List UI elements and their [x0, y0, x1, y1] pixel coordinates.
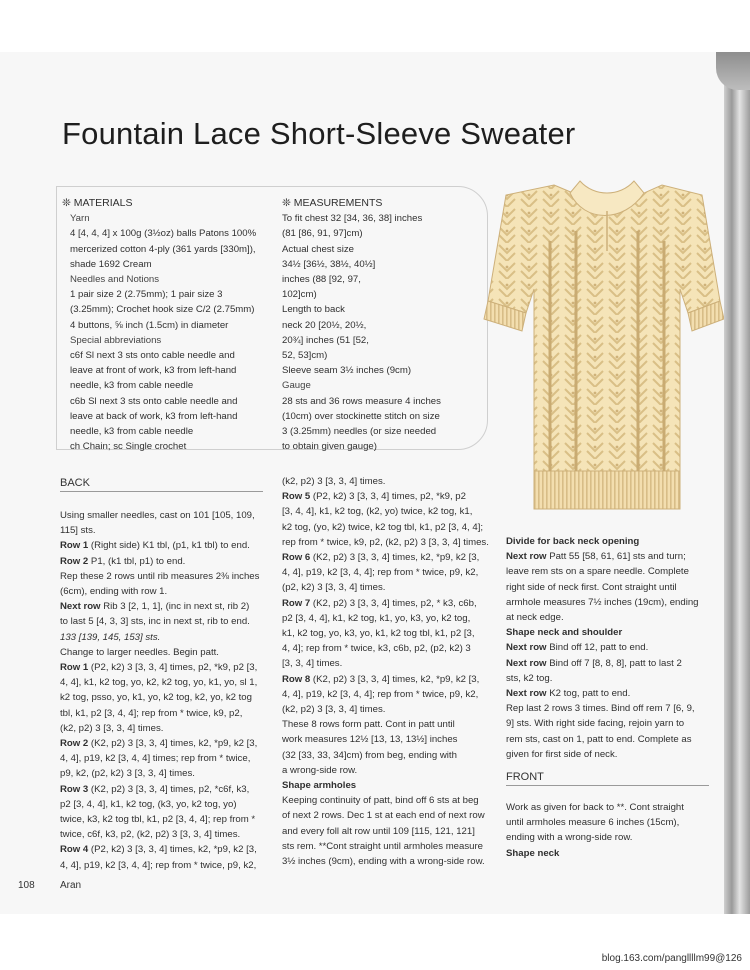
- front-column: [506, 800, 684, 861]
- instruction-line: 4, 4]; rep from * twice, k3, c6b, p2, (p2, k2) 3: [282, 643, 471, 655]
- gauge-details: [282, 394, 441, 455]
- instruction-label: Row 6: [282, 552, 311, 564]
- instruction-line: Row 5 (P2, k2) 3 [3, 3, 4] times, p2, *k9, p2: [282, 491, 466, 503]
- instruction-line: Rep last 2 rows 3 times. Bind off rem 7 [6, 9,: [506, 703, 695, 715]
- instruction-line: sts, k2 tog.: [506, 672, 553, 684]
- instruction-label: Divide for back neck opening: [506, 536, 640, 547]
- measurement-line: Sleeve seam 3½ inches (9cm): [282, 365, 412, 377]
- yarn-line: mercerized cotton 4-ply (361 yards [330m]),: [70, 243, 256, 255]
- instruction-line: Row 8 (K2, p2) 3 [3, 3, 4] times, k2, *p9, k2 [3,: [282, 673, 480, 685]
- instruction-line: Row 3 (K2, p2) 3 [3, 3, 4] times, p2, *c6f, k3,: [60, 783, 250, 795]
- instruction-line: 3½ inches (9cm), ending with a wrong-side row.: [282, 856, 485, 868]
- instruction-label: Row 3: [60, 783, 89, 795]
- instruction-line: (32 [33, 33, 34]cm) from beg, ending with: [282, 749, 457, 761]
- instruction-line: k2 tog, (yo, k2) twice, k2 tog tbl, k1, p2 [3, 4, 4];: [282, 521, 484, 533]
- instruction-count: 133 [139, 145, 153] sts.: [60, 631, 161, 643]
- instruction-line: Row 2 P1, (k1 tbl, p1) to end.: [60, 555, 186, 567]
- instruction-line: p2 [3, 4, 4], k1, k2 tog, (k3, yo, k2 tog, yo): [60, 798, 237, 810]
- materials-section: [62, 196, 256, 454]
- yarn-line: shade 1692 Cream: [70, 258, 152, 270]
- instruction-line: and every foll alt row until 109 [115, 121, 121]: [282, 825, 475, 837]
- instruction-label: Row 2: [60, 738, 89, 750]
- instruction-label: Next row: [506, 642, 547, 654]
- instruction-line: Row 7 (K2, p2) 3 [3, 3, 4] times, p2, * k3, c6b,: [282, 597, 477, 609]
- abbreviations-details: [70, 348, 256, 454]
- measurement-line: Actual chest size: [282, 243, 354, 255]
- abbreviations-heading: Special abbreviations: [70, 334, 162, 346]
- instruction-line: 4, 4], k1, k2 tog, yo, k2, k2 tog, yo, k1, yo, sl 1,: [60, 677, 258, 689]
- instruction-line: Using smaller needles, cast on 101 [105, 109,: [60, 510, 255, 521]
- instruction-line: p9, k2, (p2, k2) 3 [3, 3, 4] times.: [60, 768, 195, 780]
- instruction-label: Row 2: [60, 555, 89, 567]
- measurements-heading: ❊ MEASUREMENTS: [282, 197, 383, 209]
- instruction-label: Row 1: [60, 540, 89, 552]
- needles-line: (3.25mm); Crochet hook size C/2 (2.75mm): [70, 304, 255, 316]
- book-spine: [724, 52, 750, 914]
- instruction-line: 4, 4], p19, k2 [3, 4, 4]; rep from * twice, p9, k2,: [282, 567, 479, 579]
- materials-heading: ❊ MATERIALS: [62, 197, 133, 209]
- instruction-line: a wrong-side row.: [282, 764, 358, 776]
- instruction-line: rep from * twice, k9, p2, (k2, p2) 3 [3, 3, 4] times.: [282, 536, 489, 548]
- instruction-line: Next row Bind off 7 [8, 8, 8], patt to last 2: [506, 657, 682, 669]
- back-column-1: [60, 508, 259, 873]
- instruction-line: Next row K2 tog, patt to end.: [506, 688, 631, 700]
- instruction-line: Keeping continuity of patt, bind off 6 sts at beg: [282, 795, 479, 807]
- needles-line: 4 buttons, ⅝ inch (1.5cm) in diameter: [70, 319, 229, 331]
- instruction-line: leave rem sts on a spare needle. Complete: [506, 566, 689, 578]
- instruction-label: Next row: [506, 551, 547, 563]
- instruction-label: Next row: [506, 657, 547, 669]
- sweater-waist-rib: [534, 471, 680, 509]
- instruction-line: Row 1 (P2, k2) 3 [3, 3, 4] times, p2, *k9, p2 [3,: [60, 662, 258, 674]
- instruction-line: Work as given for back to **. Cont straight: [506, 802, 684, 813]
- instruction-label: Shape neck and shoulder: [506, 627, 623, 639]
- instruction-label: Row 8: [282, 673, 311, 685]
- abbreviation-line: c6f Sl next 3 sts onto cable needle and: [70, 350, 235, 362]
- gauge-line: 28 sts and 36 rows measure 4 inches: [282, 395, 441, 407]
- abbreviation-line: c6b Sl next 3 sts onto cable needle and: [70, 395, 238, 407]
- measurement-line: neck 20 [20½, 20½,: [282, 319, 367, 331]
- instruction-line: 4, 4], p19, k2 [3, 4, 4] times; rep from * twice,: [60, 753, 251, 765]
- instruction-line: (k2, p2) 3 [3, 3, 4] times.: [60, 722, 164, 734]
- instruction-line: 9] sts. With right side facing, rejoin yarn to: [506, 718, 685, 730]
- instruction-label: Row 4: [60, 844, 89, 856]
- measurements-details: [282, 211, 441, 378]
- instruction-line: tbl, k1, p2 [3, 4, 4]; rep from * twice, k9, p2,: [60, 707, 243, 719]
- instruction-line: (k2, p2) 3 [3, 3, 4] times.: [282, 704, 386, 716]
- back-column-2: [282, 474, 489, 869]
- instruction-line: given for first side of neck.: [506, 748, 618, 760]
- instruction-line: Next row Bind off 12, patt to end.: [506, 642, 649, 654]
- instruction-line: 4, 4], p19, k2 [3, 4, 4]; rep from * twice, p9, k2,: [60, 859, 257, 871]
- gauge-line: to obtain given gauge): [282, 441, 377, 453]
- instruction-line: These 8 rows form patt. Cont in patt until: [282, 719, 455, 731]
- instruction-label: Next row: [60, 601, 101, 613]
- instruction-line: twice, k3, k2 tog tbl, k1, p2 [3, 4, 4]; rep from *: [60, 814, 256, 826]
- instruction-line: at neck edge.: [506, 612, 564, 624]
- instruction-line: 115] sts.: [60, 525, 96, 537]
- instruction-label: Shape armholes: [282, 780, 357, 792]
- instruction-line: ending with a wrong-side row.: [506, 832, 633, 844]
- instruction-line: [506, 534, 699, 549]
- instruction-line: [60, 630, 259, 645]
- measurements-section: [282, 196, 441, 454]
- sweater-photo: [474, 171, 724, 531]
- instruction-line: right side of neck first. Cont straight until: [506, 581, 677, 593]
- yarn-details: [70, 226, 256, 272]
- gauge-heading: Gauge: [282, 380, 311, 392]
- instruction-line: k1, k2 tog, yo, k3, yo, k1, k2 tog tbl, k1, p2 [3,: [282, 628, 475, 640]
- abbreviation-line: ch Chain; sc Single crochet: [70, 441, 187, 453]
- needles-heading: Needles and Notions: [70, 274, 160, 286]
- instruction-line: to last 5 [4, 3, 3] sts, inc in next st, rib to end.: [60, 616, 250, 628]
- instruction-line: twice, c6f, k3, p2, (k2, p2) 3 [3, 3, 4] times.: [60, 829, 241, 841]
- instruction-line: Rep these 2 rows until rib measures 2⅜ inches: [60, 570, 260, 582]
- book-title: Aran: [60, 880, 82, 891]
- yarn-heading: Yarn: [70, 213, 90, 225]
- needles-line: 1 pair size 2 (2.75mm); 1 pair size 3: [70, 289, 223, 301]
- instruction-label: Next row: [506, 688, 547, 700]
- instruction-label: Row 1: [60, 662, 89, 674]
- measurement-line: 52, 53]cm): [282, 350, 328, 362]
- abbreviation-line: leave at front of work, k3 from left-hand: [70, 365, 237, 377]
- instruction-line: [506, 846, 684, 861]
- blog-watermark: blog.163.com/pangllllm99@126: [601, 953, 742, 964]
- gauge-line: (10cm) over stockinette stitch on size: [282, 410, 440, 422]
- page-number: 108: [18, 880, 35, 891]
- instruction-line: [3, 3, 4] times.: [282, 658, 343, 670]
- instruction-line: Row 1 (Right side) K1 tbl, (p1, k1 tbl) to end.: [60, 540, 250, 552]
- instruction-line: Next row Patt 55 [58, 61, 61] sts and turn;: [506, 551, 686, 563]
- instruction-line: sts rem. **Cont straight until armholes measure: [282, 840, 484, 852]
- front-heading: FRONT: [506, 771, 709, 786]
- abbreviation-line: needle, k3 from cable needle: [70, 380, 194, 392]
- instruction-line: work measures 12½ [13, 13, 13½] inches: [282, 734, 458, 746]
- needles-details: [70, 287, 256, 333]
- instruction-line: until armholes measure 6 inches (15cm),: [506, 817, 680, 829]
- instruction-line: Next row Rib 3 [2, 1, 1], (inc in next st, rib 2): [60, 601, 250, 613]
- instruction-label: Shape neck: [506, 847, 560, 859]
- instruction-label: Row 7: [282, 597, 311, 609]
- instruction-line: [506, 625, 699, 640]
- measurement-line: 102]cm): [282, 289, 317, 301]
- instruction-line: p2 [3, 4, 4], k1, k2 tog, k1, yo, k3, yo, k2 tog,: [282, 612, 471, 624]
- measurement-line: To fit chest 32 [34, 36, 38] inches: [282, 213, 423, 225]
- back-column-3: [506, 534, 699, 762]
- yarn-line: 4 [4, 4, 4] x 100g (3½oz) balls Patons 100%: [70, 228, 257, 240]
- measurement-line: inches (88 [92, 97,: [282, 274, 361, 286]
- instruction-line: (p2, k2) 3 [3, 3, 4] times.: [282, 582, 386, 594]
- instruction-line: k2 tog, psso, yo, k1, yo, k2 tog, k2, yo, k2 tog: [60, 692, 252, 704]
- instruction-line: (6cm), ending with row 1.: [60, 586, 168, 598]
- instruction-line: Row 6 (K2, p2) 3 [3, 3, 4] times, k2, *p9, k2 [3,: [282, 552, 480, 564]
- gauge-line: 3 (3.25mm) needles (or size needed: [282, 426, 437, 438]
- instruction-line: Row 4 (P2, k2) 3 [3, 3, 4] times, k2, *p9, k2 [3,: [60, 844, 257, 856]
- back-heading: BACK: [60, 477, 263, 492]
- measurement-line: 20¾] inches (51 [52,: [282, 334, 369, 346]
- instruction-line: (k2, p2) 3 [3, 3, 4] times.: [282, 476, 386, 487]
- instruction-line: Change to larger needles. Begin patt.: [60, 646, 219, 658]
- page-title: Fountain Lace Short-Sleeve Sweater: [62, 116, 576, 151]
- abbreviation-line: leave at back of work, k3 from left-hand: [70, 410, 238, 422]
- sweater-body: [488, 185, 720, 495]
- measurement-line: (81 [86, 91, 97]cm): [282, 228, 363, 240]
- instruction-line: 4, 4], p19, k2 [3, 4, 4]; rep from * twice, p9, k2,: [282, 688, 479, 700]
- abbreviation-line: needle, k3 from cable needle: [70, 426, 194, 438]
- instruction-line: [3, 4, 4], k1, k2 tog, (k2, yo) twice, k2 tog, k1,: [282, 506, 473, 518]
- instruction-label: Row 5: [282, 491, 311, 503]
- instruction-line: [282, 778, 489, 793]
- instruction-line: armhole measures 7½ inches (19cm), ending: [506, 596, 699, 608]
- measurement-line: 34½ [36½, 38½, 40½]: [282, 258, 376, 270]
- instruction-line: of next 2 rows. Dec 1 st at each end of next row: [282, 810, 485, 822]
- instruction-line: rem sts, cast on 1, patt to end. Complete as: [506, 733, 692, 745]
- measurement-line: Length to back: [282, 304, 345, 316]
- instruction-line: Row 2 (K2, p2) 3 [3, 3, 4] times, k2, *p9, k2 [3,: [60, 738, 258, 750]
